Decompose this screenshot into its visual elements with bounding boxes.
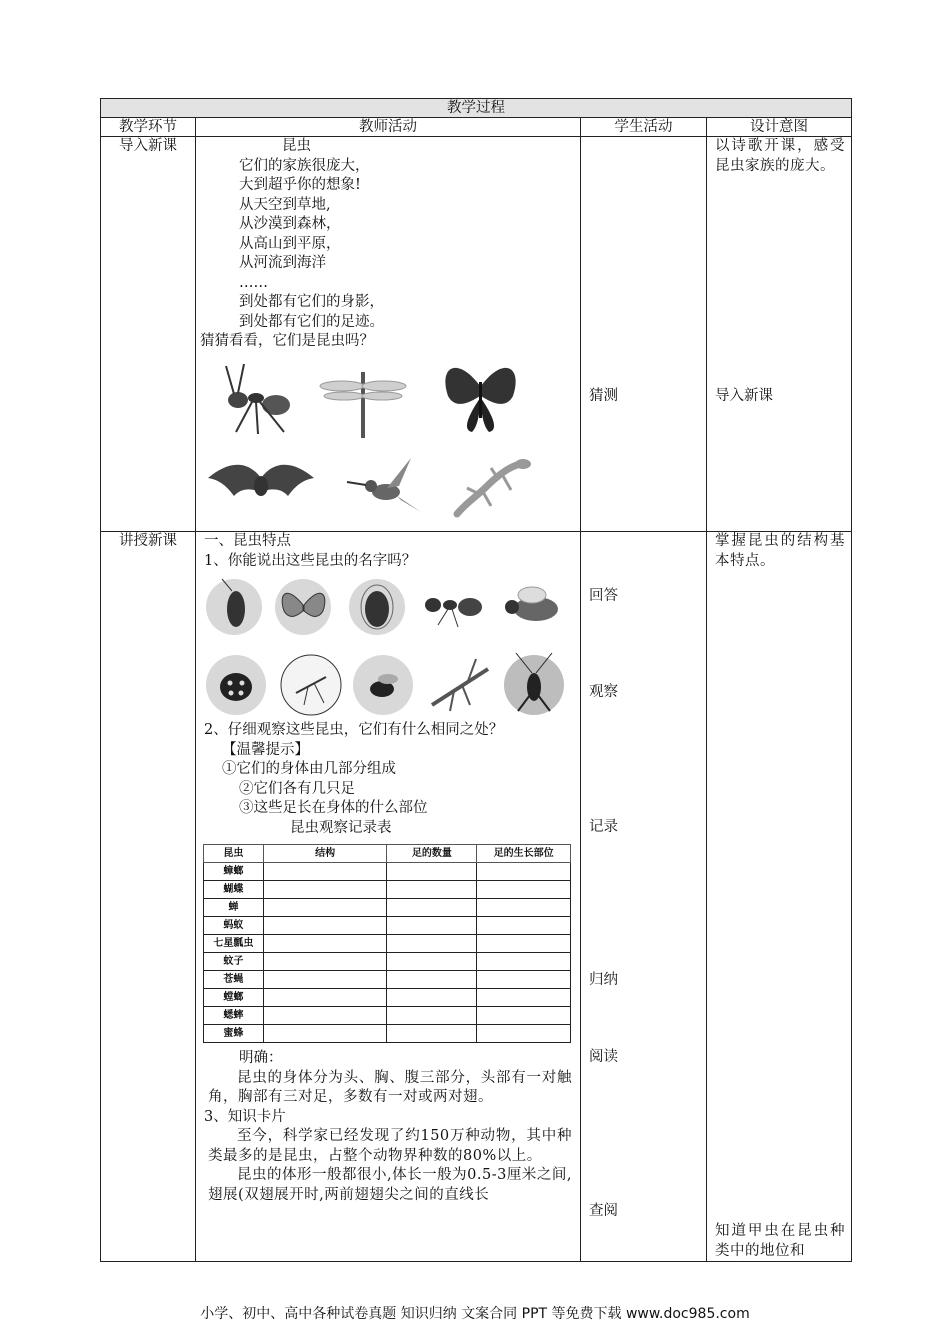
poem-line: 从天空到草地, <box>239 196 331 213</box>
record-table-title: 昆虫观察记录表 <box>290 819 392 836</box>
knowledge-card-p1: 至今，科学家已经发现了约150万种动物，其中种类最多的是昆虫，占整个动物界种数的80%以上。 <box>208 1128 572 1164</box>
insect-record-table <box>203 844 571 1043</box>
tip-2: ②它们各有几只足 <box>239 780 355 797</box>
student-answer: 回答 <box>589 588 618 604</box>
poem-line: 从沙漠到森林， <box>239 216 341 232</box>
question-1: 1、你能说出这些昆虫的名字吗？ <box>204 552 417 569</box>
animal-gallery <box>196 352 580 522</box>
record-insect-name: 蝴蝶 <box>204 881 264 899</box>
butterfly-insect-image <box>272 577 334 637</box>
student-guess: 猜测 <box>589 388 618 404</box>
record-header: 结构 <box>263 845 387 863</box>
student-lookup: 查阅 <box>589 1203 618 1219</box>
teacher-activity-intro <box>196 137 581 532</box>
record-row <box>204 917 571 935</box>
record-row <box>204 971 571 989</box>
intent-poem: 以诗歌开课，感受昆虫家族的庞大。 <box>715 138 845 174</box>
poem <box>196 157 580 333</box>
student-observe: 观察 <box>589 684 618 700</box>
poem-line: …… <box>239 274 268 291</box>
intent-structure: 掌握昆虫的结构基本特点。 <box>715 533 845 569</box>
ladybug-image <box>204 653 268 717</box>
header-student: 学生活动 <box>581 118 707 137</box>
record-insect-name: 蟑螂 <box>204 863 264 881</box>
intent-lecture <box>707 532 852 1262</box>
ant-insect-image <box>418 585 488 629</box>
intent-beetle: 知道甲虫在昆虫种类中的地位和 <box>715 1223 845 1259</box>
bee-image <box>496 581 568 631</box>
tip-1: ①它们的身体由几部分组成 <box>222 761 396 777</box>
clarify-label: 明确： <box>239 1050 283 1066</box>
poem-line: 它们的家族很庞大， <box>239 157 370 174</box>
teaching-process-table <box>100 98 852 1262</box>
fly-image <box>352 653 414 717</box>
record-header: 足的数量 <box>387 845 477 863</box>
header-stage: 教学环节 <box>101 118 196 137</box>
tip-3: ③这些足长在身体的什么部位 <box>239 800 428 816</box>
table-row-lecture <box>101 532 852 1262</box>
page-footer: 小学、初中、高中各种试卷真题 知识归纳 文案合同 PPT 等免费下载 www.doc985.com <box>200 1306 750 1322</box>
tip-title: 【温馨提示】 <box>222 741 309 758</box>
cockroach-image <box>204 577 264 637</box>
insect-gallery <box>196 571 580 721</box>
student-activity-intro <box>581 137 707 532</box>
table-title: 教学过程 <box>101 99 852 118</box>
stage-intro: 导入新课 <box>101 137 196 532</box>
record-insect-name: 苍蝇 <box>204 971 264 989</box>
gecko-image <box>451 452 536 522</box>
bat-image <box>206 448 316 518</box>
student-summarize: 归纳 <box>589 972 618 988</box>
record-insect-name: 蜜蜂 <box>204 1025 264 1043</box>
record-header: 足的生长部位 <box>477 845 571 863</box>
record-header-row <box>204 845 571 863</box>
section-title: 一、昆虫特点 <box>204 533 291 549</box>
record-row <box>204 881 571 899</box>
cricket-image <box>502 651 566 717</box>
student-activity-lecture <box>581 532 707 1262</box>
record-insect-name: 蟋蟀 <box>204 1007 264 1025</box>
clarify-text: 昆虫的身体分为头、胸、腹三部分，头部有一对触角，胸部有三对足，多数有一对或两对翅。 <box>208 1069 572 1105</box>
butterfly-image <box>438 356 523 436</box>
knowledge-card-title: 3、知识卡片 <box>204 1108 286 1125</box>
question-2: 2、仔细观察这些昆虫，它们有什么相同之处？ <box>204 722 504 738</box>
record-insect-name: 七星瓢虫 <box>204 935 264 953</box>
dragonfly-image <box>318 362 408 442</box>
poem-line: 到处都有它们的足迹。 <box>239 313 384 330</box>
mosquito-image <box>278 653 344 717</box>
record-insect-name: 蚊子 <box>204 953 264 971</box>
header-teacher: 教师活动 <box>196 118 581 137</box>
table-header-row <box>101 118 852 137</box>
intent-intro <box>707 137 852 532</box>
header-intent: 设计意图 <box>707 118 852 137</box>
record-row <box>204 863 571 881</box>
stage-lecture: 讲授新课 <box>101 532 196 1262</box>
record-row <box>204 935 571 953</box>
record-row <box>204 989 571 1007</box>
record-insect-name: 蝉 <box>204 899 264 917</box>
record-row <box>204 953 571 971</box>
table-row-intro <box>101 137 852 532</box>
student-record: 记录 <box>589 819 618 835</box>
poem-line: 大到超乎你的想象! <box>239 177 361 193</box>
record-row <box>204 1007 571 1025</box>
poem-title: 昆虫 <box>282 138 311 154</box>
teacher-activity-lecture <box>196 532 581 1262</box>
record-insect-name: 蚂蚁 <box>204 917 264 935</box>
record-row <box>204 899 571 917</box>
cicada-image <box>346 577 408 637</box>
knowledge-card-p2: 昆虫的体形一般都很小,体长一般为0.5-3厘米之间,翅展(双翅展开时,两前翅翅尖之间的直线长 <box>208 1167 572 1203</box>
ant-image <box>208 360 298 440</box>
poem-line: 到处都有它们的身影， <box>239 294 384 310</box>
record-header: 昆虫 <box>204 845 264 863</box>
guess-question: 猜猜看看，它们是昆虫吗？ <box>200 333 374 349</box>
mantis-image <box>424 655 496 715</box>
record-insect-name: 螳螂 <box>204 989 264 1007</box>
hummingbird-image <box>341 452 426 522</box>
poem-line: 从河流到海洋 <box>239 255 326 271</box>
poem-line: 从高山到平原， <box>239 235 341 252</box>
record-row <box>204 1025 571 1043</box>
student-read: 阅读 <box>589 1049 618 1065</box>
intent-import: 导入新课 <box>715 388 773 404</box>
